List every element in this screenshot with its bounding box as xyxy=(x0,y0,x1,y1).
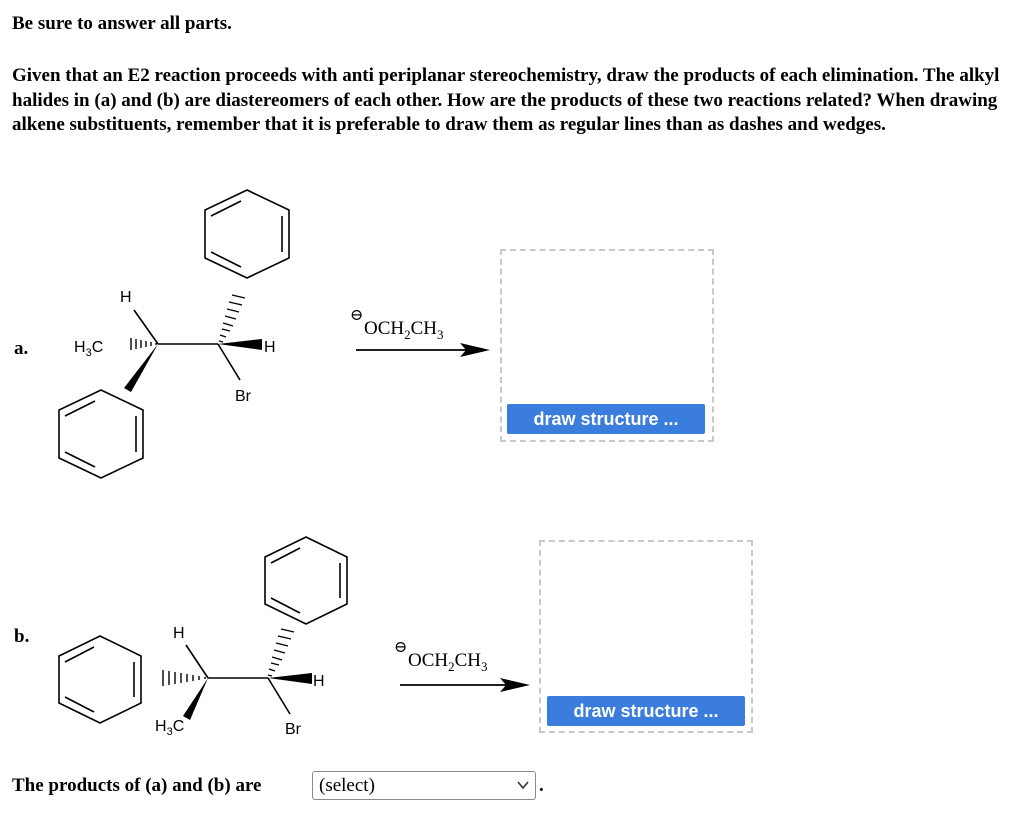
part-b-wedge-bond-h xyxy=(268,673,312,684)
part-b-phenyl-ring-left xyxy=(59,636,141,723)
part-b-atom-h3c: $H_3C$ xyxy=(155,718,185,738)
part-a-atom-h3c: $H_3C$ xyxy=(74,339,104,359)
part-b-atom-h-right: H xyxy=(313,673,325,690)
part-b-atom-br: Br xyxy=(285,721,301,738)
part-b-reaction-arrow xyxy=(400,678,530,692)
part-a-atom-h-right: H xyxy=(264,339,276,356)
part-b-atom-h-top: H xyxy=(173,625,185,642)
answer-period: . xyxy=(539,775,544,796)
relationship-select-value: (select) xyxy=(319,775,375,796)
part-b-draw-structure-button[interactable]: draw structure ... xyxy=(547,696,745,726)
answer-prompt: The products of (a) and (b) are xyxy=(12,775,262,796)
question-text: Given that an E2 reaction proceeds with anti periplanar stereochemistry, draw the products of each elimination. The alkyl halides in (a) and (b) are diastereomers of each other. How are the products of these two reactions related? When drawing alkene substituents, remember that it is preferable to draw them as regular lines than as dashes and wedges. xyxy=(12,65,1000,135)
part-b-reagent-formula: $OCH_2CH_3$ xyxy=(408,650,488,674)
part-b-reagent-charge: ⊖ xyxy=(394,639,408,656)
part-a-reagent-formula: $OCH_2CH_3$ xyxy=(364,318,444,342)
relationship-select[interactable] xyxy=(312,771,536,800)
part-b-bonds xyxy=(186,645,290,714)
part-a-label: a. xyxy=(14,338,29,359)
part-a-atom-h-top: H xyxy=(120,289,132,306)
part-b-hashed-bond-phenyl-top xyxy=(268,629,294,676)
part-b-label: b. xyxy=(14,626,30,647)
instruction-text: Be sure to answer all parts. xyxy=(12,13,232,34)
part-b-phenyl-ring-top xyxy=(265,537,347,624)
part-b-wedge-bond-ch3 xyxy=(183,678,208,720)
part-b-hashed-bond-phenyl xyxy=(163,670,205,686)
part-b-reagent xyxy=(394,639,488,674)
chevron-down-icon xyxy=(517,780,529,790)
part-a-atom-br: Br xyxy=(235,388,251,405)
part-a-reagent-charge: ⊖ xyxy=(350,307,364,324)
part-a-draw-structure-button[interactable]: draw structure ... xyxy=(507,404,705,434)
